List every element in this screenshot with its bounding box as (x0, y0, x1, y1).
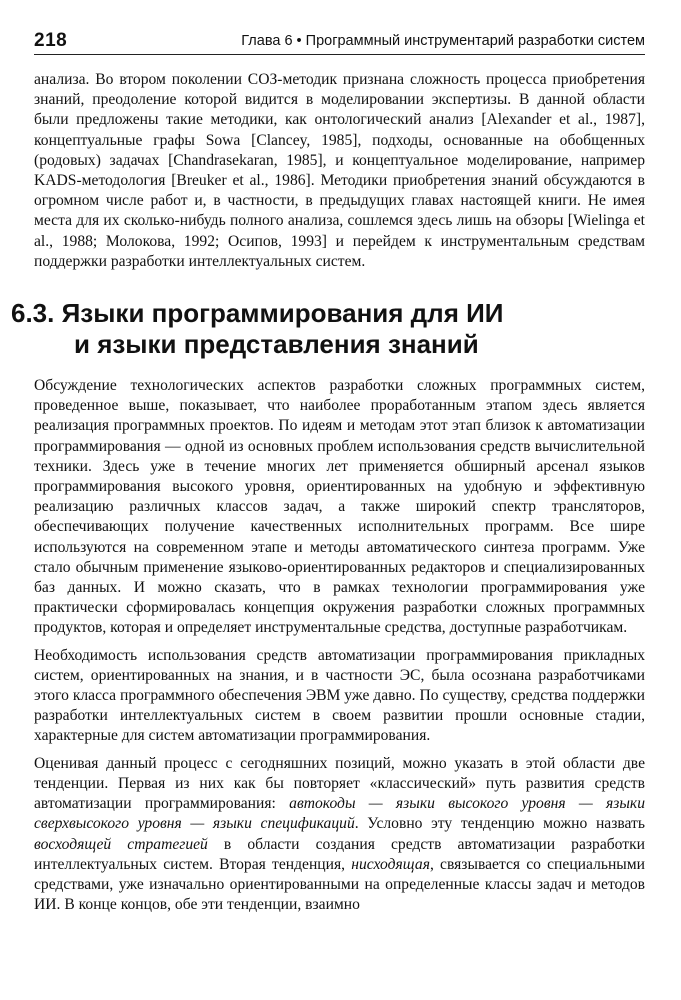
paragraph-3-text-4: , связывается со специальными средствами, уже изначально ориентированными на определенные классы задач и методов ИИ. В конце концов, обе эти тенденции, взаимно (34, 855, 646, 914)
paragraph-3-text-2: . Условно эту тенденцию можно назвать (354, 815, 645, 833)
paragraph-3-emphasis-2: восходящей стратегией (34, 835, 208, 853)
paragraph-3-emphasis-3: нисходящая (351, 855, 430, 873)
section-heading (11, 298, 645, 360)
paragraph-3-text-1: Оценивая данный процесс с сегодняшних позиций, можно указать в этой области две тенденции. Первая из них как бы повторяет «классический» путь развития средств автоматизации программирования: (34, 754, 645, 813)
section-number: 6.3. (11, 298, 55, 329)
intro-paragraph: анализа. Во втором поколении СОЗ-методик признана сложность процесса приобретения знаний, преодоление которой видится в моделировании экспертизы. В данной области были предложены такие методики, как онтологический анализ [Alexander et al., 1987], концептуальные графы Sowa [Clancey, 1985], подходы, основанные на обобщенных (родовых) задачах [Chandrasekaran, 1985], и концептуальное моделирование, например KADS-методология [Breuker et al., 1986]. Методики приобретения знаний обсуждаются в огромном числе работ и, в частности, в предыдущих главах настоящей книги. Не имея места для их сколько-нибудь полного анализа, сошлемся здесь лишь на обзоры [Wielinga et al., 1988; Молокова, 1992; Осипов, 1993] и перейдем к инструментальным средствам поддержки разработки интеллектуальных систем. (34, 71, 645, 270)
page-number: 218 (34, 30, 68, 51)
section-title-line2: и языки представления знаний (74, 329, 479, 360)
paragraph-3-emphasis-1: автокоды — языки высокого уровня — языки сверхвысокого уровня — языки спецификаций (34, 795, 646, 833)
page-header (34, 30, 645, 55)
paragraph-2: Необходимость использования средств автоматизации программирования прикладных систем, ориентированных на знания, и в частности ЭС, была осознана разработчиками этого класса программного обеспечения ЭВМ уже давно. По существу, средства поддержки разработки интеллектуальных систем в своем развитии прошли основные стадии, характерные для систем автоматизации программирования. (34, 646, 645, 745)
section-title-line1: Языки программирования для ИИ (61, 298, 504, 329)
paragraph-3-text-3: в области создания средств автоматизации разработки интеллектуальных систем. Вторая тенденция, (34, 835, 646, 873)
running-head: Глава 6 • Программный инструментарий разработки систем (241, 33, 645, 49)
paragraph-1: Обсуждение технологических аспектов разработки сложных программных систем, проведенное выше, показывает, что наиболее проработанным этапом здесь является реализация программных проектов. По идеям и методам этот этап близок к автоматизации программирования — одной из основных проблем использования средств вычислительной техники. Здесь уже в течение многих лет применяется обширный арсенал языков программирования высокого уровня, ориентированных на удобную и эффективную реализацию различных классов задач, а также широкий спектр трансляторов, обеспечивающих получение качественных исполнительных программ. Все шире используются на современном этапе и методы автоматического синтеза программ. Уже стало обычным применение языково-ориентированных редакторов и специализированных баз данных. И можно сказать, что в рамках технологии программирования уже практически сформировалась концепция окружения разработки сложных программных продуктов, которая и определяет инструментальные средства, доступные разработчикам. (34, 377, 645, 637)
paragraph-3 (34, 754, 645, 916)
page-body (11, 70, 646, 922)
